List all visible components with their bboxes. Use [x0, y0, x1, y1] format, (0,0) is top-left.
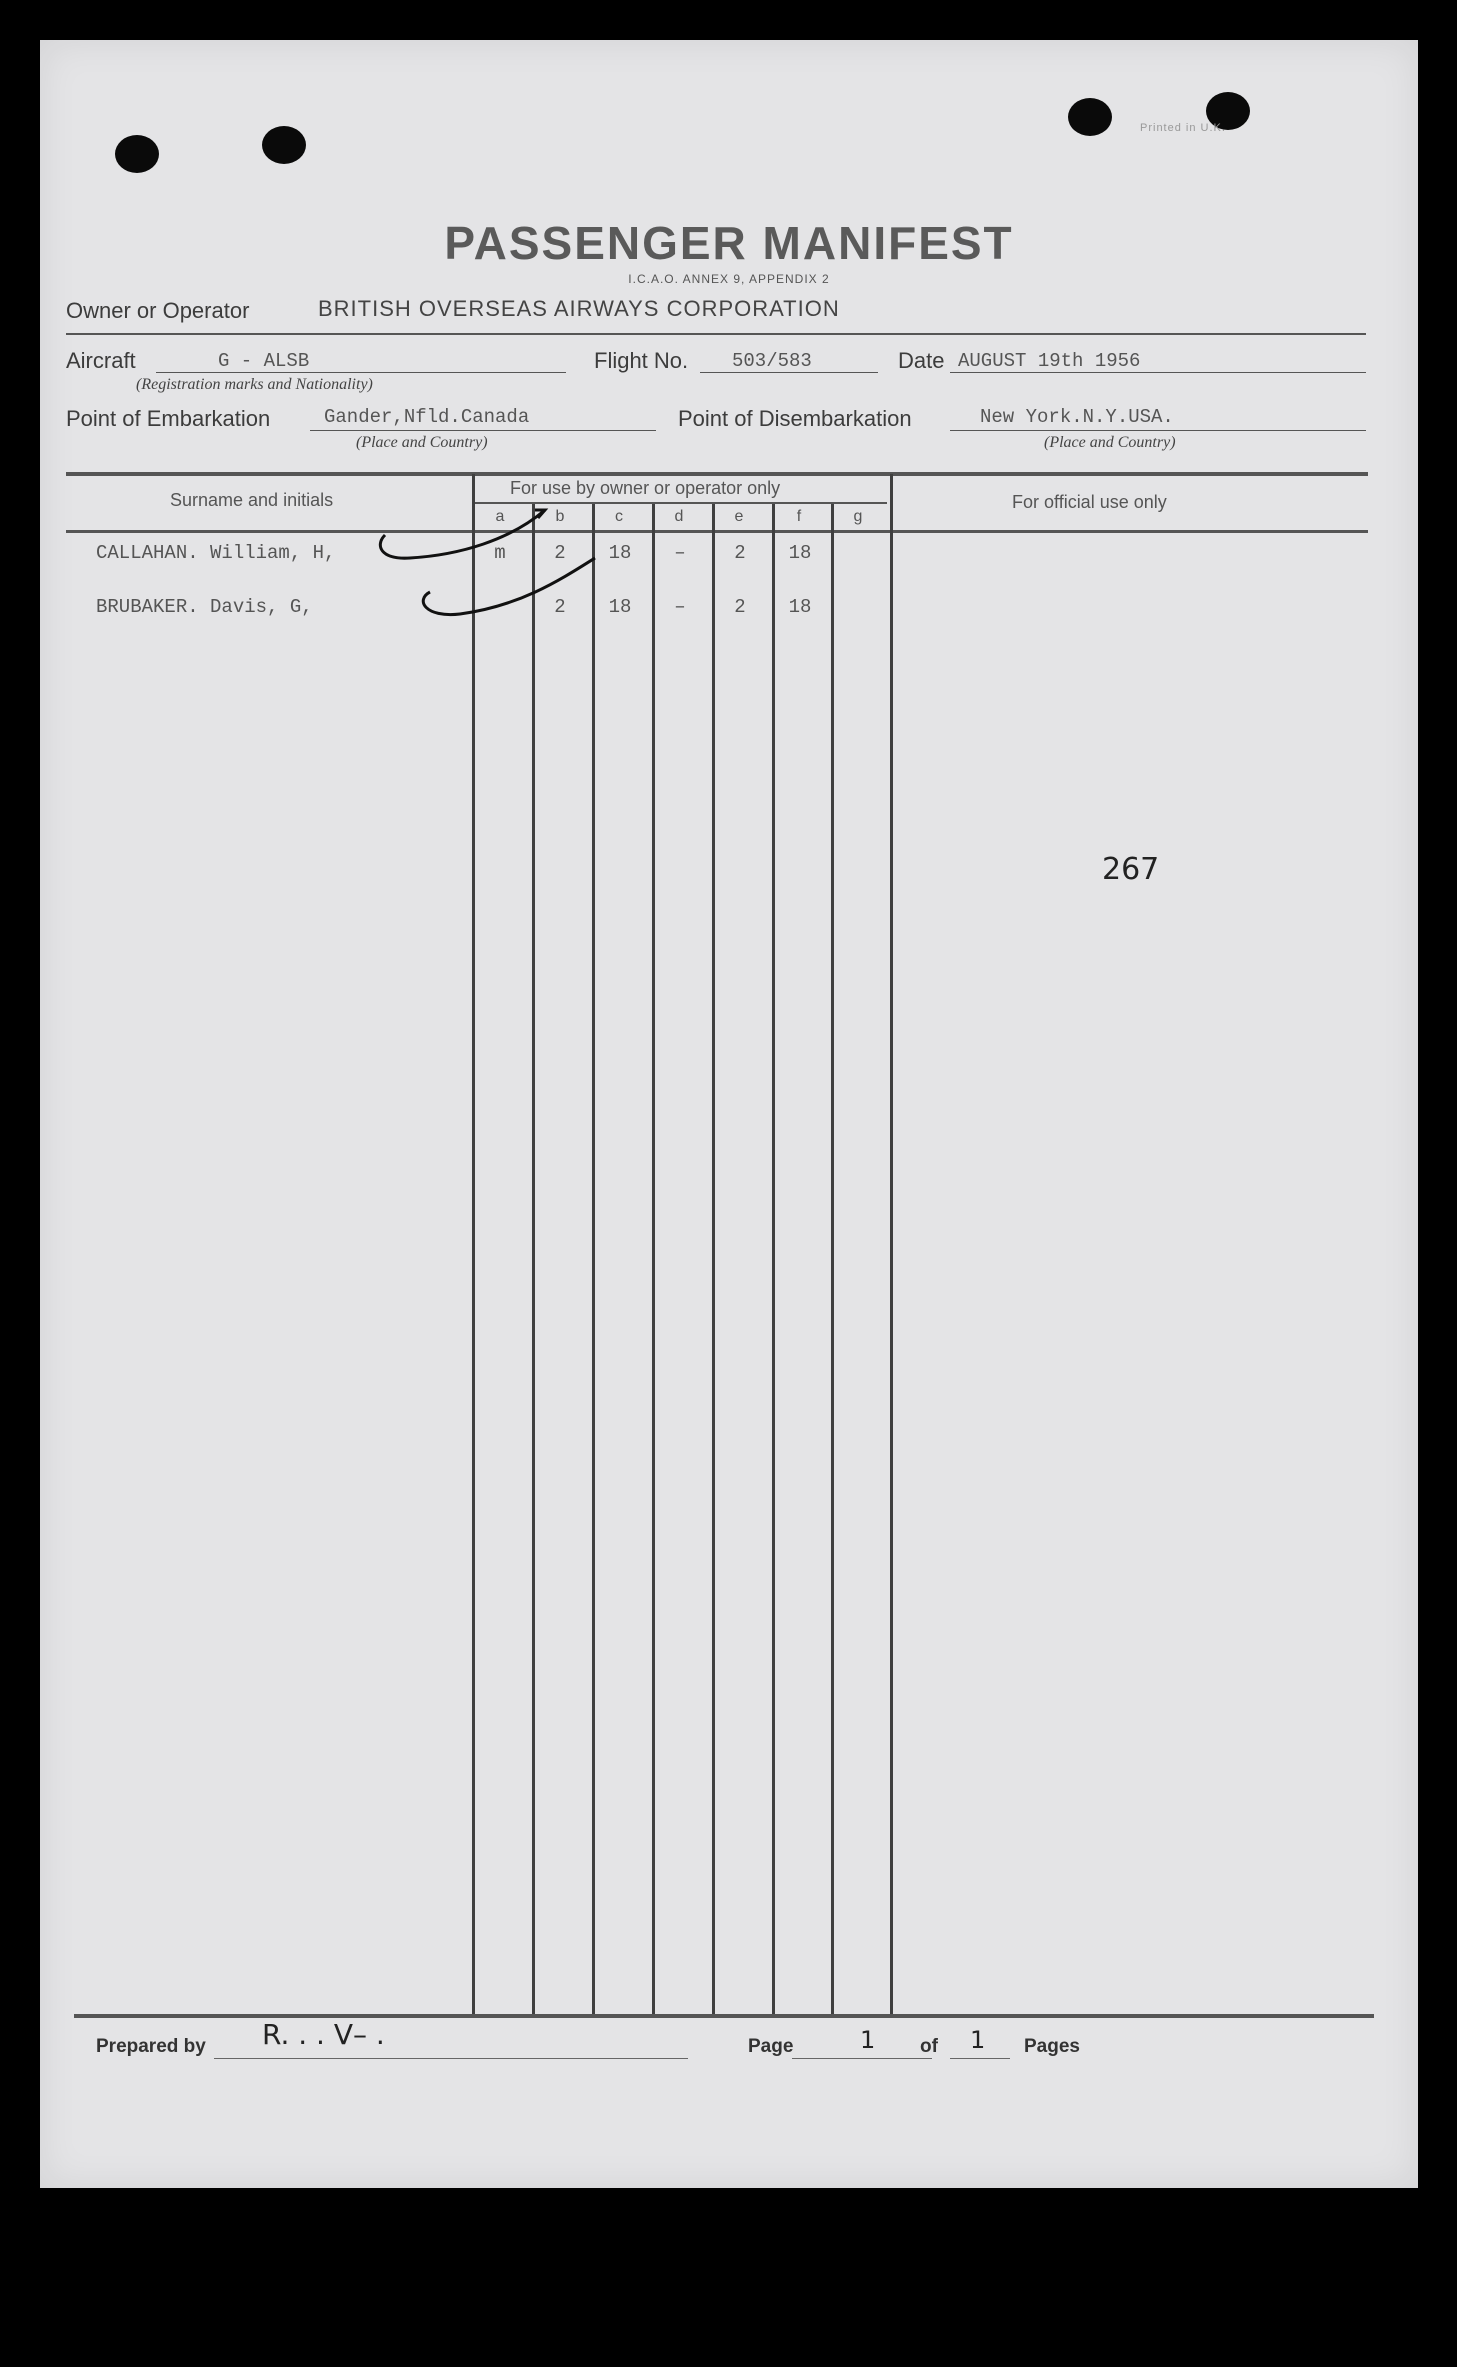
- prepared-by-signature: R. . . V– .: [262, 2018, 385, 2051]
- passenger-name: CALLAHAN. William, H,: [96, 542, 336, 564]
- handwritten-check-marks: [40, 40, 1418, 740]
- row2-cell-b: 2: [554, 596, 566, 618]
- pages-label: Pages: [1024, 2036, 1080, 2057]
- owner-value: BRITISH OVERSEAS AIRWAYS CORPORATION: [318, 296, 840, 321]
- corner-stamp: Printed in U.K.: [1140, 122, 1226, 134]
- column-header-surname: Surname and initials: [170, 490, 334, 510]
- prepared-by-rule: [214, 2058, 688, 2059]
- date-label: Date: [898, 348, 945, 373]
- prepared-by-label: Prepared by: [96, 2036, 206, 2057]
- subcolumn-a: a: [495, 508, 505, 525]
- page-label: Page: [748, 2036, 794, 2057]
- aircraft-value: G - ALSB: [218, 350, 310, 372]
- page-count-rule: [950, 2058, 1010, 2059]
- page-title: PASSENGER MANIFEST: [444, 217, 1014, 269]
- column-header-owner: For use by owner or operator only: [510, 478, 781, 498]
- page-number: 1: [860, 2026, 876, 2054]
- owner-label: Owner or Operator: [66, 298, 250, 323]
- row2-cell-c: 18: [608, 596, 632, 618]
- row2-cell-d: –: [674, 596, 686, 618]
- row1-cell-b: 2: [554, 542, 566, 564]
- column-header-official: For official use only: [1012, 492, 1167, 512]
- disembark-value: New York.N.Y.USA.: [980, 406, 1174, 428]
- flight-label: Flight No.: [594, 348, 689, 373]
- disembark-label: Point of Disembarkation: [678, 406, 912, 431]
- embark-note: (Place and Country): [356, 434, 488, 451]
- page-count: 1: [970, 2026, 986, 2054]
- date-value: AUGUST 19th 1956: [958, 350, 1141, 372]
- aircraft-label: Aircraft: [66, 348, 136, 373]
- of-label: of: [920, 2036, 938, 2057]
- row1-cell-d: –: [674, 542, 686, 564]
- subcolumn-g: g: [853, 508, 863, 525]
- row1-cell-e: 2: [734, 542, 746, 564]
- subcolumn-b: b: [555, 508, 565, 525]
- flight-value: 503/583: [732, 350, 812, 372]
- row1-cell-f: 18: [788, 542, 812, 564]
- row2-cell-f: 18: [788, 596, 812, 618]
- row2-cell-e: 2: [734, 596, 746, 618]
- subcolumn-e: e: [734, 508, 744, 525]
- official-number: 267: [1102, 852, 1160, 887]
- row1-cell-a: m: [494, 542, 506, 564]
- passenger-name: BRUBAKER. Davis, G,: [96, 596, 313, 618]
- page-rule: [792, 2058, 932, 2059]
- manifest-sheet: [40, 40, 1418, 2188]
- embark-value: Gander,Nfld.Canada: [324, 406, 530, 428]
- subcolumn-c: c: [615, 508, 623, 525]
- subcolumn-d: d: [674, 508, 684, 525]
- disembark-note: (Place and Country): [1044, 434, 1176, 451]
- aircraft-note: (Registration marks and Nationality): [136, 376, 373, 393]
- subcolumn-f: f: [796, 508, 802, 525]
- page-subtitle: I.C.A.O. ANNEX 9, APPENDIX 2: [628, 272, 830, 286]
- row1-cell-c: 18: [608, 542, 632, 564]
- embark-label: Point of Embarkation: [66, 406, 271, 431]
